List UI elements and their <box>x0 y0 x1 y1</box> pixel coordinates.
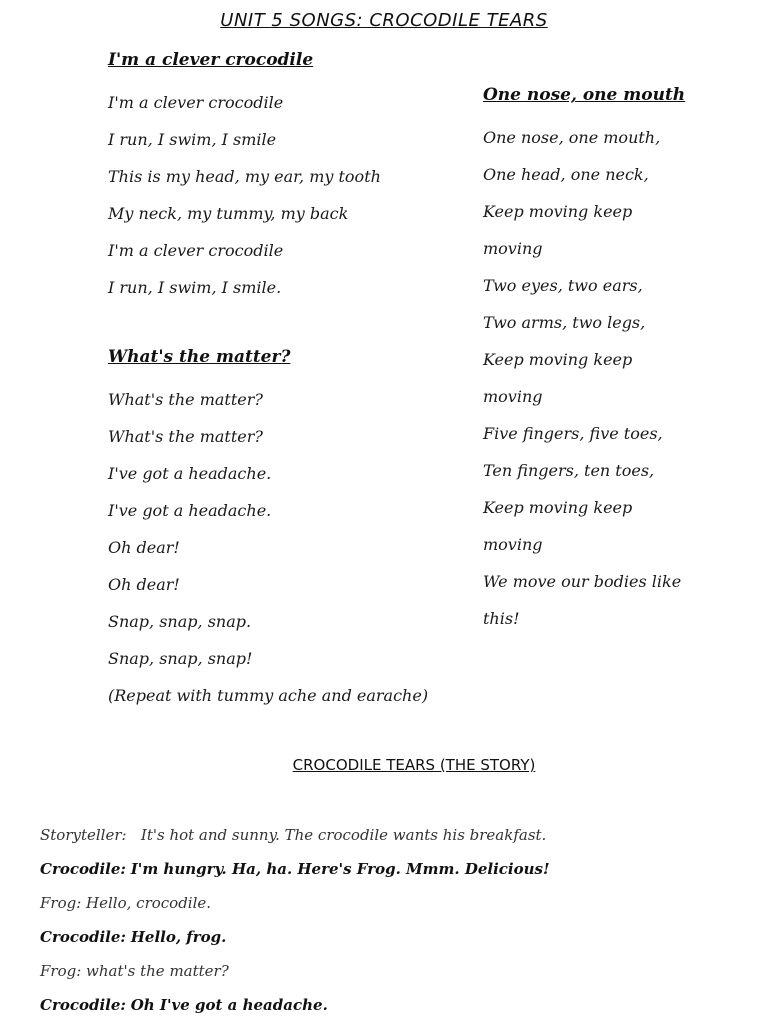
story-line <box>40 852 750 886</box>
story-speech: It's hot and sunny. The crocodile wants his breakfast. <box>140 826 547 844</box>
song-line: Snap, snap, snap. <box>108 612 252 631</box>
song-line: moving <box>483 239 543 258</box>
song-title-clever-crocodile: I'm a clever crocodile <box>108 50 314 70</box>
song-line: moving <box>483 387 543 406</box>
song-line: (Repeat with tummy ache and earache) <box>108 686 429 705</box>
song-line: I've got a headache. <box>108 501 272 520</box>
song-clever-crocodile <box>108 48 381 306</box>
song-title-whats-the-matter: What's the matter? <box>108 347 291 367</box>
story-speaker: Frog: <box>40 894 82 912</box>
song-line: Two arms, two legs, <box>483 313 646 332</box>
song-line: What's the matter? <box>108 427 263 446</box>
story-speaker: Crocodile: <box>40 996 126 1014</box>
song-line: My neck, my tummy, my back <box>108 204 349 223</box>
story-speaker: Crocodile: <box>40 860 126 878</box>
song-line: Five fingers, five toes, <box>483 424 663 443</box>
song-line: Two eyes, two ears, <box>483 276 643 295</box>
song-line: What's the matter? <box>108 390 263 409</box>
story-speaker: Frog: <box>40 962 82 980</box>
story-line <box>40 818 750 852</box>
song-line: I'm a clever crocodile <box>108 241 284 260</box>
story-speaker: Storyteller: <box>40 826 127 844</box>
story-line <box>40 954 750 988</box>
song-line: Keep moving keep <box>483 498 633 517</box>
song-line: I've got a headache. <box>108 464 272 483</box>
story-script <box>40 818 750 1022</box>
story-speech: Hello, frog. <box>130 928 227 946</box>
song-line: One head, one neck, <box>483 165 649 184</box>
story-speech: I'm hungry. Ha, ha. Here's Frog. Mmm. Delicious! <box>130 860 550 878</box>
song-line: I run, I swim, I smile <box>108 130 277 149</box>
song-line: Oh dear! <box>108 575 180 594</box>
song-line: This is my head, my ear, my tooth <box>108 167 381 186</box>
song-whats-the-matter <box>108 345 428 714</box>
story-title: CROCODILE TEARS (THE STORY) <box>292 756 536 774</box>
story-speech: Oh I've got a headache. <box>130 996 328 1014</box>
song-line: Snap, snap, snap! <box>108 649 253 668</box>
song-line: Ten fingers, ten toes, <box>483 461 655 480</box>
song-line: We move our bodies like <box>483 572 682 591</box>
song-one-nose-one-mouth <box>483 83 753 637</box>
story-speech: what's the matter? <box>86 962 229 980</box>
song-line: Keep moving keep <box>483 350 633 369</box>
song-line: Keep moving keep <box>483 202 633 221</box>
story-speech: Hello, crocodile. <box>86 894 212 912</box>
song-line: this! <box>483 609 520 628</box>
story-speaker: Crocodile: <box>40 928 126 946</box>
song-title-one-nose: One nose, one mouth <box>483 85 686 105</box>
song-line: Oh dear! <box>108 538 180 557</box>
story-line <box>40 886 750 920</box>
story-line <box>40 920 750 954</box>
song-line: I run, I swim, I smile. <box>108 278 282 297</box>
song-line: moving <box>483 535 543 554</box>
song-line: I'm a clever crocodile <box>108 93 284 112</box>
story-line <box>40 988 750 1022</box>
song-line: One nose, one mouth, <box>483 128 661 147</box>
page-title: UNIT 5 SONGS: CROCODILE TEARS <box>220 10 548 31</box>
